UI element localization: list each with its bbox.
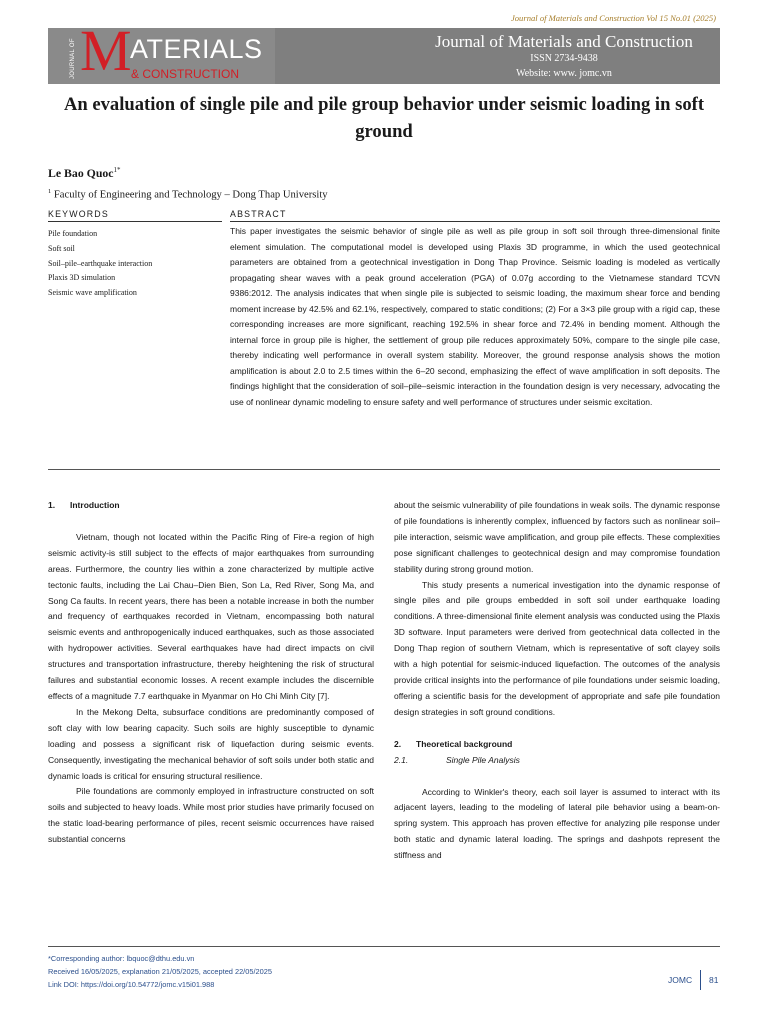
section-1-number: 1.	[48, 500, 56, 510]
running-head: Journal of Materials and Construction Vol 15 No.01 (2025)	[510, 13, 716, 23]
keywords-heading: KEYWORDS	[48, 209, 222, 222]
corresponding-author: *Corresponding author: lbquoc@dthu.edu.vn	[48, 954, 195, 963]
intro-paragraph-1: Vietnam, though not located within the Pacific Ring of Fire-a region of high seismic activity-is still subject to the effects of major earthquakes from surrounding areas. Furthermore, the country lies within a zone characterized by multiple active tectonic faults, including the Lai Chau–Dien Bien, Son La, Red River, Song Ma, and Song Ca faults. In recent years, there has been a notable increase in both the number and frequency of earthquakes recorded in Vietnam, encompassing both natural seismic events and anthropogenically induced earthquakes, such as those associated with hydropower activities. Several earthquakes have had direct impacts on civil structures and transportation infrastructure, thereby heightening the risk of structural failures and substantial economic losses. A recent example includes the discernible effects of a magnitude 7.7 earthquake in Myanmar on Ho Chi Minh City [7].	[48, 531, 374, 701]
banner-journal-title: Journal of Materials and Construction	[435, 32, 693, 51]
logo-aterials: ATERIALS	[130, 34, 263, 64]
footer-separator	[700, 970, 701, 990]
intro-paragraph-4: This study presents a numerical investigation into the dynamic response of single piles and pile groups embedded in soft soil under earthquake loading conditions. A three-dimensional finite element analysis was conducted using the Plaxis 3D software. Input parameters were derived from geotechnical data collected in the Dong Thap region of southern Vietnam, which is representative of soft clayey soils with a high potential for seismic-induced liquefaction. The outcomes of the analysis provide critical insights into the performance of pile foundations under seismic loading, offering a scientific basis for the development of appropriate and safe pile foundation design strategies in soft ground conditions.	[394, 579, 720, 717]
received-dates: Received 16/05/2025, explanation 21/05/2025, accepted 22/05/2025	[48, 967, 272, 976]
keyword-item: Seismic wave amplification	[48, 288, 137, 298]
keywords-list	[48, 227, 222, 301]
abstract-heading: ABSTRACT	[230, 209, 720, 222]
banner-issn: ISSN 2734-9438	[530, 53, 598, 64]
body-column-left	[48, 498, 374, 848]
logo-letter-m: M	[80, 18, 132, 83]
keyword-item: Pile foundation	[48, 229, 98, 238]
author-name: Le Bao Quoc	[48, 166, 114, 180]
logo-construction: & CONSTRUCTION	[131, 67, 239, 81]
section-2-heading	[394, 737, 720, 753]
keyword-item: Plaxis 3D simulation	[48, 273, 116, 283]
section-2-1-paragraph-1: According to Winkler's theory, each soil layer is assumed to interact with its adjacent layers, leading to the modeling of lateral pile behavior using a beam-on-spring system. This approach has proven effective for analyzing pile response under both static and dynamic lateral loading. The springs and dashpots represent the stiffness and	[394, 786, 720, 861]
abstract-text: This paper investigates the seismic behavior of single pile as well as pile group in soft soil through three-dimensional finite element simulation. The computational model is developed using Plaxis 3D programme, in which the used geotechnical parameters are obtained from a geotechnical investigation in Dong Thap Province. Seismic loading is modeled as vertically propagating shear waves with a peak ground acceleration (PGA) of 0.07g according to the Vietnamese standard TCVN 9386:2012. The analysis indicates that when single pile is subjected to seismic loading, the maximum shear force and bending moment increase by 42.5% and 62.1%, respectively, compared to static conditions; (2) For a 3×3 pile group with a rigid cap, these corresponding increases are more significant, reaching 192.5% in shear force and 72.4% in bending moment. Although the internal force in group pile is higher, the settlement of group pile reduces approximately 50%, compare to the single pile case, thereby indicating well performance in overall system stability. Moreover, the ground response analysis shows the motion amplification is about 2.0 to 2.5 times within the 6–20 second, emphasizing the effect of wave amplification in soft deposits. The findings highlight that the consideration of soil–pile–seismic interaction in the foundation design is very necessary, advocating the use of nonlinear dynamic modeling to ensure safety and well performance of structures under seismic excitation.	[230, 226, 720, 407]
footer-divider	[48, 946, 720, 947]
page-number: 81	[709, 975, 719, 985]
doi-link[interactable]: Link DOI: https://doi.org/10.54772/jomc.v15i01.988	[48, 980, 215, 989]
intro-paragraph-3: Pile foundations are commonly employed in infrastructure constructed on soft soils and subjected to heavy loads. While most prior studies have primarily focused on the static load-bearing performance of piles, recent seismic occurrences have raised substantial concerns	[48, 786, 374, 845]
article-title: An evaluation of single pile and pile group behavior under seismic loading in soft ground	[63, 94, 705, 142]
section-1-title: Introduction	[70, 500, 120, 510]
section-2-number: 2.	[394, 738, 402, 749]
section-2-title: Theoretical background	[416, 738, 513, 749]
keyword-item: Soft soil	[48, 243, 75, 253]
author-line	[48, 166, 121, 181]
section-2-1-title: Single Pile Analysis	[446, 754, 520, 765]
logo-journal-of: JOURNAL OF	[70, 38, 76, 79]
affiliation-superscript: 1	[48, 188, 52, 195]
section-2-1-heading	[394, 753, 720, 769]
footer-notes	[48, 952, 272, 991]
abstract-divider	[48, 469, 720, 470]
section-1-heading	[48, 498, 374, 514]
intro-paragraph-3-continued: about the seismic vulnerability of pile foundations in weak soils. The dynamic response of pile foundations is inherently complex, influenced by factors such as nonlinear soil–pile interaction, seismic wave amplification, and group pile effects. These complexities pose significant challenges to geotechnical design and may compromise foundation stability during strong ground motion.	[394, 500, 720, 574]
affiliation-line	[48, 188, 328, 201]
keyword-item: Soil–pile–earthquake interaction	[48, 258, 153, 268]
journal-logo	[48, 18, 275, 84]
affiliation-text: Faculty of Engineering and Technology – Dong Thap University	[53, 189, 328, 201]
intro-paragraph-2: In the Mekong Delta, subsurface conditions are predominantly composed of soft clay with low bearing capacity. Such soils are highly susceptible to dynamic loading and possess a significant risk of liquefaction during seismic events. Consequently, investigating the mechanical behavior of soft soils under both static and dynamic loads is critical for ensuring structural resilience.	[48, 706, 374, 781]
body-column-right	[394, 498, 720, 864]
author-superscript: 1*	[113, 166, 121, 175]
footer-journal-abbr: JOMC	[668, 975, 693, 985]
banner-website: Website: www. jomc.vn	[516, 68, 612, 79]
section-2-1-number: 2.1.	[394, 754, 409, 765]
